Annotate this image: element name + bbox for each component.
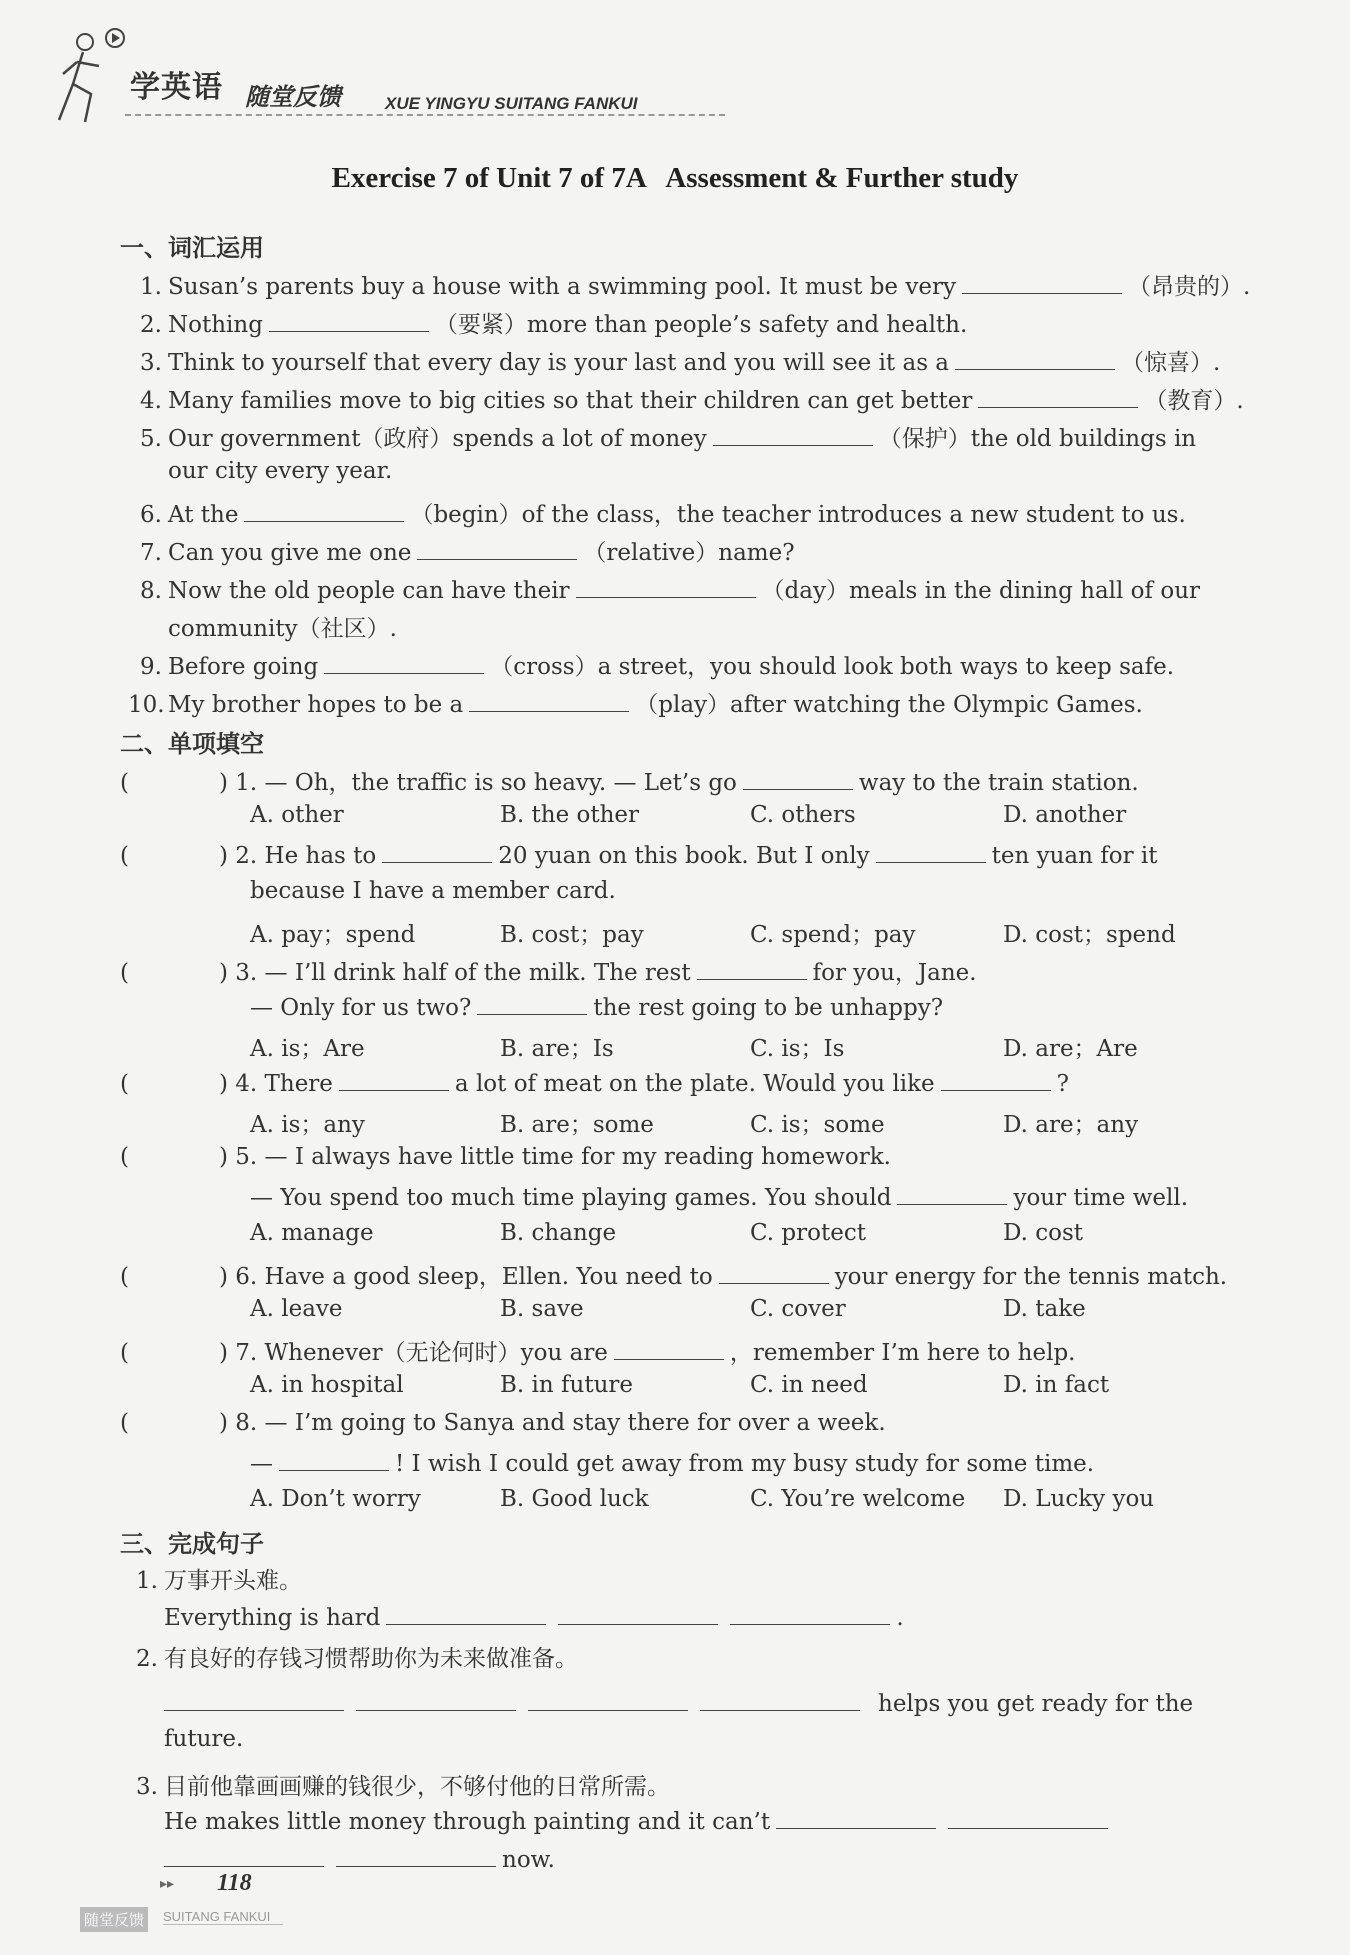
answer-blank[interactable] [743,767,853,790]
mc-option-8a[interactable]: A. Don’t worry [250,1486,421,1512]
answer-paren[interactable]: ( ) [120,1071,228,1097]
answer-blank[interactable] [356,1688,516,1711]
footer-tag: 随堂反馈 [80,1907,148,1932]
answer-blank[interactable] [164,1688,344,1711]
answer-paren[interactable]: ( ) [120,1264,228,1290]
answer-blank[interactable] [164,1844,324,1867]
mc-option-3d[interactable]: D. are；Are [1003,1036,1138,1062]
mc-option-4a[interactable]: A. is；any [250,1112,365,1138]
answer-paren[interactable]: ( ) [120,960,228,986]
answer-blank[interactable] [719,1261,829,1284]
answer-paren[interactable]: ( ) [120,843,228,869]
page-number: 118 [217,1870,252,1896]
answer-blank[interactable] [962,271,1122,294]
mc-option-4d[interactable]: D. are；any [1003,1112,1139,1138]
mc-question-5-line2: — You spend too much time playing games. You should your time well. [250,1182,1188,1211]
translate-item-2-cont: future. [164,1726,244,1752]
mc-question-1: ( ) 1. — Oh，the traffic is so heavy. — Let’s go way to the train station. [120,764,1139,797]
answer-paren[interactable]: ( ) [120,1340,228,1366]
section3-heading: 三、完成句子 [120,1530,264,1558]
answer-blank[interactable] [469,689,629,712]
mc-option-3c[interactable]: C. is；Is [750,1036,845,1062]
mc-option-5b[interactable]: B. change [500,1220,617,1246]
answer-blank[interactable] [386,1602,546,1625]
header-pinyin: XUE YINGYU SUITANG FANKUI [385,94,638,113]
mc-option-3a[interactable]: A. is；Are [250,1036,365,1062]
answer-paren[interactable]: ( ) [120,770,228,796]
mc-question-6: ( ) 6. Have a good sleep，Ellen. You need to your energy for the tennis match. [120,1258,1227,1291]
mc-option-8c[interactable]: C. You’re welcome [750,1486,966,1512]
mc-option-4c[interactable]: C. is；some [750,1112,885,1138]
vocab-item-10: 10. My brother hopes to be a （play）after watching the Olympic Games. [128,686,1143,719]
mc-option-2a[interactable]: A. pay；spend [250,922,416,948]
mc-question-3: ( ) 3. — I’ll drink half of the milk. The rest for you，Jane. [120,954,977,987]
header-divider [125,114,725,116]
answer-blank[interactable] [713,423,873,446]
answer-blank[interactable] [948,1806,1108,1829]
answer-blank[interactable] [576,575,756,598]
answer-blank[interactable] [324,651,484,674]
vocab-item-4: 4. Many families move to big cities so that their children can get better （教育）. [128,382,1244,415]
vocab-item-8: 8. Now the old people can have their （day）meals in the dining hall of our [128,572,1200,605]
vocab-item-5-cont: our city every year. [168,458,393,484]
answer-blank[interactable] [978,385,1138,408]
mc-option-6c[interactable]: C. cover [750,1296,846,1322]
mc-option-1d[interactable]: D. another [1003,802,1127,828]
translate-item-2-cn: 2. 有良好的存钱习惯帮助你为未来做准备。 [136,1646,578,1672]
mc-option-1a[interactable]: A. other [250,802,344,828]
answer-blank[interactable] [417,537,577,560]
mc-question-3-line2: — Only for us two? the rest going to be unhappy? [250,992,943,1021]
header-logo-sub: 随堂反馈 [245,83,341,111]
mc-option-8d[interactable]: D. Lucky you [1003,1486,1155,1512]
vocab-item-6: 6. At the （begin）of the class，the teacher introduces a new student to us. [128,496,1186,529]
answer-blank[interactable] [897,1182,1007,1205]
mc-question-8: ( ) 8. — I’m going to Sanya and stay there for over a week. [120,1410,886,1436]
mc-option-5a[interactable]: A. manage [250,1220,374,1246]
answer-blank[interactable] [528,1688,688,1711]
answer-paren[interactable]: ( ) [120,1144,228,1170]
answer-blank[interactable] [614,1337,724,1360]
answer-blank[interactable] [730,1602,890,1625]
answer-blank[interactable] [558,1602,718,1625]
answer-blank[interactable] [244,499,404,522]
mc-option-5c[interactable]: C. protect [750,1220,866,1246]
vocab-item-5: 5. Our government（政府）spends a lot of money （保护）the old buildings in [128,420,1196,453]
mc-option-1c[interactable]: C. others [750,802,856,828]
mc-option-2b[interactable]: B. cost；pay [500,922,644,948]
header-logo-text: 学英语 [130,70,223,105]
mc-option-6a[interactable]: A. leave [250,1296,343,1322]
mc-option-2c[interactable]: C. spend；pay [750,922,916,948]
section1-heading: 一、词汇运用 [120,234,264,262]
running-figure-icon [55,22,135,132]
answer-blank[interactable] [955,347,1115,370]
mc-question-8-line2: — ! I wish I could get away from my busy study for some time. [250,1448,1094,1477]
translate-item-3-en: He makes little money through painting and it can’t [164,1806,1114,1835]
answer-blank[interactable] [876,840,986,863]
translate-item-1-cn: 1. 万事开头难。 [136,1568,302,1594]
vocab-item-1: 1. Susan’s parents buy a house with a swimming pool. It must be very （昂贵的）. [128,268,1250,301]
mc-option-4b[interactable]: B. are；some [500,1112,654,1138]
answer-blank[interactable] [339,1068,449,1091]
double-arrow-icon: ▸▸ [160,1876,175,1892]
answer-blank[interactable] [477,992,587,1015]
translate-item-3-line2: now. [164,1844,555,1873]
mc-question-7: ( ) 7. Whenever（无论何时）you are ，remember I’m here to help. [120,1334,1075,1367]
mc-option-8b[interactable]: B. Good luck [500,1486,649,1512]
header-banner [55,22,695,132]
mc-option-7a[interactable]: A. in hospital [250,1372,404,1398]
mc-option-1b[interactable]: B. the other [500,802,640,828]
answer-blank[interactable] [382,840,492,863]
mc-question-5: ( ) 5. — I always have little time for my reading homework. [120,1144,891,1170]
page-title: Exercise 7 of Unit 7 of 7A Assessment & Further study [331,162,1019,194]
vocab-item-3: 3. Think to yourself that every day is your last and you will see it as a （惊喜）. [128,344,1220,377]
vocab-item-8-cont: community（社区）. [168,616,397,642]
answer-blank[interactable] [279,1448,389,1471]
answer-paren[interactable]: ( ) [120,1410,228,1436]
translate-item-1-en: Everything is hard . [164,1602,904,1631]
translate-item-3-cn: 3. 目前他靠画画赚的钱很少，不够付他的日常所需。 [136,1774,670,1800]
mc-option-7d[interactable]: D. in fact [1003,1372,1110,1398]
mc-option-2d[interactable]: D. cost；spend [1003,922,1176,948]
vocab-item-2: 2. Nothing （要紧）more than people’s safety and health. [128,306,967,339]
mc-option-6d[interactable]: D. take [1003,1296,1086,1322]
answer-blank[interactable] [269,309,429,332]
answer-blank[interactable] [776,1806,936,1829]
mc-question-4: ( ) 4. There a lot of meat on the plate. Would you like ? [120,1068,1069,1097]
mc-option-6b[interactable]: B. save [500,1296,584,1322]
mc-question-2-cont: because I have a member card. [250,878,616,904]
mc-option-7b[interactable]: B. in future [500,1372,633,1398]
answer-blank[interactable] [697,957,807,980]
mc-option-3b[interactable]: B. are；Is [500,1036,614,1062]
translate-item-2-en: helps you get ready for the [164,1688,1193,1717]
section2-heading: 二、单项填空 [120,730,264,758]
vocab-item-9: 9. Before going （cross）a street，you should look both ways to keep safe. [128,648,1174,681]
mc-option-5d[interactable]: D. cost [1003,1220,1084,1246]
vocab-item-7: 7. Can you give me one （relative）name? [128,534,795,567]
answer-blank[interactable] [700,1688,860,1711]
mc-question-2: ( ) 2. He has to 20 yuan on this book. But I only ten yuan for it [120,840,1158,869]
answer-blank[interactable] [941,1068,1051,1091]
mc-option-7c[interactable]: C. in need [750,1372,868,1398]
answer-blank[interactable] [336,1844,496,1867]
footer-tag-pinyin: SUITANG FANKUI [163,1909,283,1925]
